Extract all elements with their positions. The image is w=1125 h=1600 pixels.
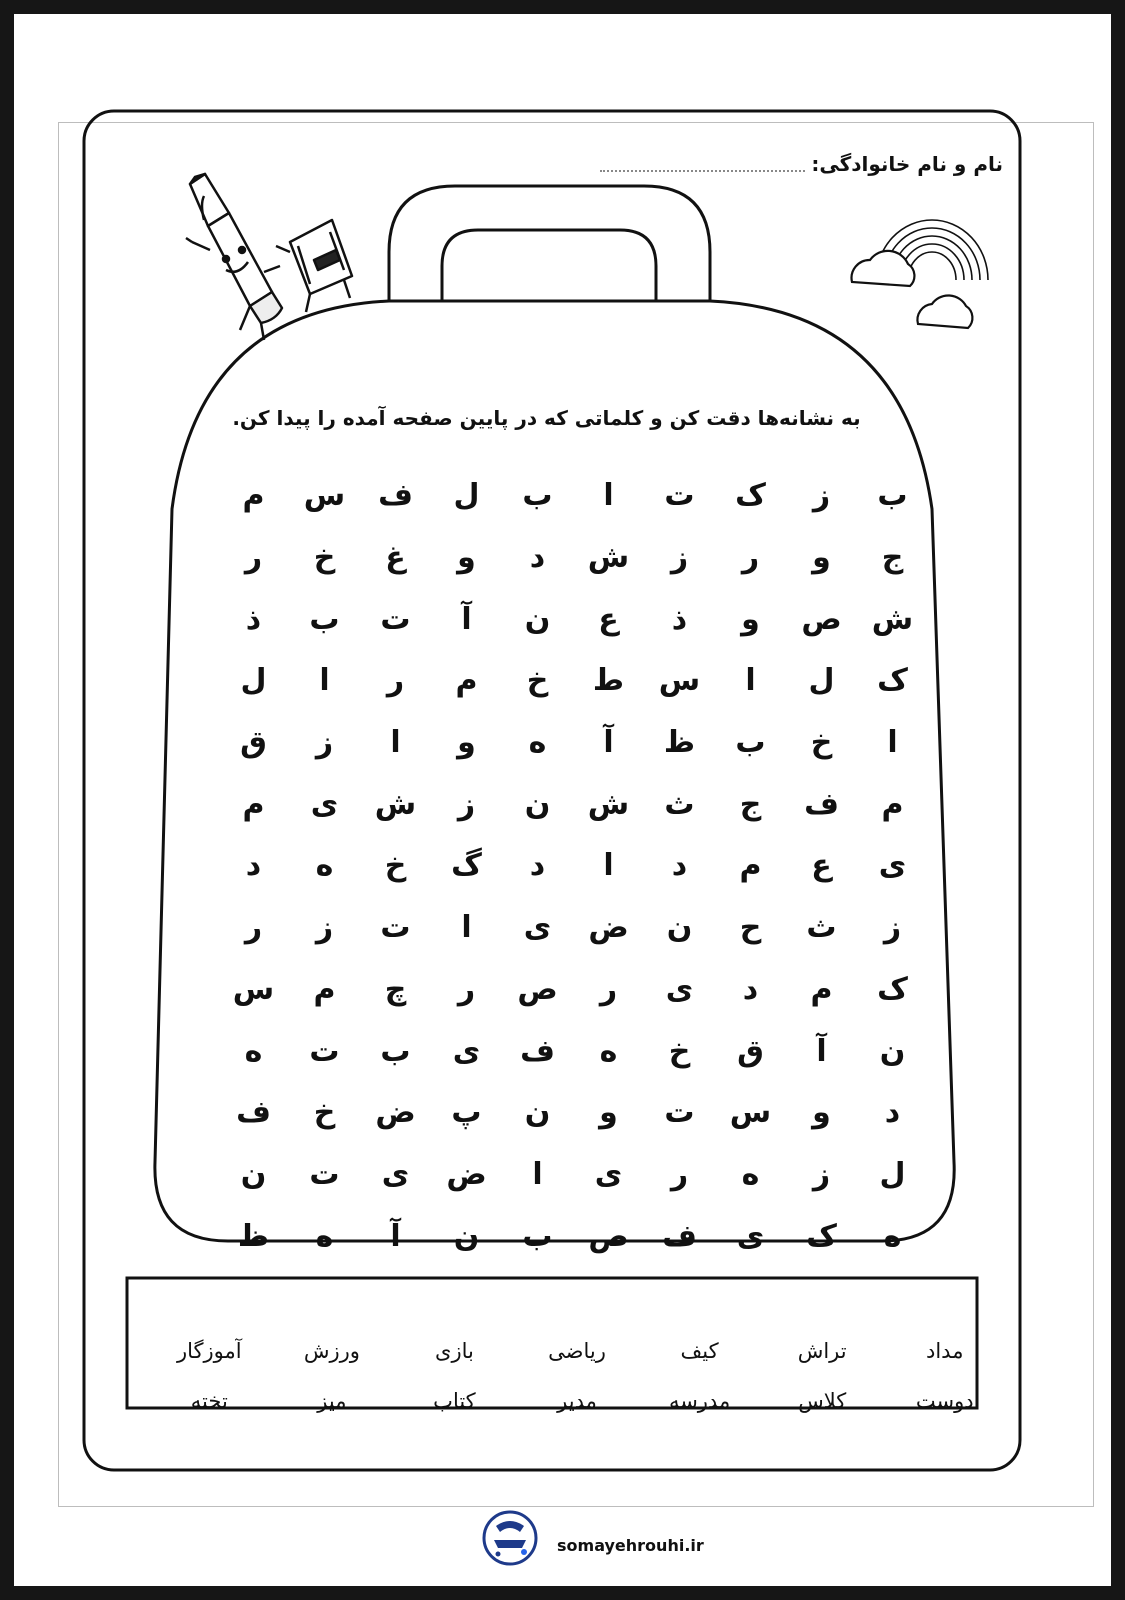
grid-cell[interactable]: ر — [599, 971, 618, 1007]
grid-cell[interactable]: د — [671, 848, 688, 884]
sharpener-character-icon — [276, 220, 352, 312]
grid-cell[interactable]: ص — [801, 601, 842, 637]
grid-cell[interactable]: ب — [735, 725, 766, 761]
grid-cell[interactable]: ق — [240, 725, 267, 761]
grid-cell[interactable]: ف — [662, 1218, 697, 1254]
grid-cell[interactable]: ک — [877, 663, 908, 699]
grid-cell[interactable]: ه — [741, 1156, 760, 1192]
grid-cell[interactable]: د — [884, 1095, 901, 1131]
grid-cell[interactable]: ل — [453, 478, 480, 514]
grid-cell[interactable]: ت — [380, 910, 411, 946]
grid-cell[interactable]: ن — [666, 910, 693, 946]
pencil-character-icon — [186, 174, 282, 340]
grid-cell[interactable]: ا — [745, 663, 756, 699]
grid-cell[interactable]: ف — [378, 478, 413, 514]
grid-cell[interactable]: ن — [240, 1156, 267, 1192]
grid-cell[interactable]: ی — [594, 1156, 623, 1192]
word-bank-item: میز — [317, 1389, 347, 1413]
word-bank-item: کیف — [680, 1339, 719, 1363]
grid-cell[interactable]: ع — [598, 601, 619, 637]
grid-cell[interactable]: ک — [806, 1218, 837, 1254]
word-bank-item: آموزگار — [176, 1339, 242, 1363]
word-bank-item: ریاضی — [548, 1339, 606, 1363]
grid-cell[interactable]: م — [810, 971, 833, 1007]
grid-cell[interactable]: آ — [816, 1033, 827, 1069]
grid-cell[interactable]: ز — [315, 910, 334, 946]
grid-cell[interactable]: ل — [240, 663, 267, 699]
grid-cell[interactable]: ه — [244, 1033, 263, 1069]
grid-cell[interactable]: ی — [736, 1218, 765, 1254]
word-bank-item: تراش — [797, 1339, 847, 1363]
grid-cell[interactable]: ظ — [663, 725, 696, 761]
grid-cell[interactable]: ر — [244, 910, 263, 946]
grid-cell[interactable]: و — [812, 540, 831, 576]
name-dotted-line — [600, 160, 805, 172]
grid-cell[interactable]: ی — [310, 786, 339, 822]
grid-cell[interactable]: ی — [452, 1033, 481, 1069]
grid-cell[interactable]: د — [742, 971, 759, 1007]
grid-cell[interactable]: د — [245, 848, 262, 884]
grid-cell[interactable]: و — [741, 601, 760, 637]
word-bank-item: دوست — [915, 1389, 974, 1413]
grid-cell[interactable]: خ — [526, 663, 549, 699]
grid-cell[interactable]: ا — [461, 910, 472, 946]
grid-cell[interactable]: ا — [532, 1156, 543, 1192]
grid-cell[interactable]: ط — [592, 663, 625, 699]
word-search-grid — [218, 465, 928, 1267]
grid-cell[interactable]: ع — [811, 848, 832, 884]
grid-cell[interactable]: ه — [315, 848, 334, 884]
grid-cell[interactable]: غ — [385, 540, 406, 576]
grid-cell[interactable]: ز — [315, 725, 334, 761]
grid-cell[interactable]: ک — [877, 971, 908, 1007]
word-bank-item: کلاس — [798, 1389, 847, 1413]
grid-cell[interactable]: ظ — [237, 1218, 270, 1254]
grid-cell[interactable]: گ — [451, 848, 482, 884]
grid-cell[interactable]: خ — [313, 1095, 336, 1131]
grid-cell[interactable]: ج — [881, 540, 904, 576]
grid-cell[interactable]: ض — [446, 1156, 487, 1192]
grid-cell[interactable]: م — [313, 971, 336, 1007]
grid-cell[interactable]: ا — [887, 725, 898, 761]
grid-cell[interactable]: ذ — [245, 601, 262, 637]
grid-cell[interactable]: ه — [528, 725, 547, 761]
grid-cell[interactable]: ی — [523, 910, 552, 946]
grid-cell[interactable]: د — [529, 540, 546, 576]
word-bank-item: مداد — [925, 1339, 964, 1363]
grid-cell[interactable]: س — [658, 663, 701, 699]
grid-cell[interactable]: ز — [883, 910, 902, 946]
rainbow-icon — [852, 220, 988, 328]
student-name-field[interactable] — [600, 152, 1003, 176]
grid-cell[interactable]: آ — [461, 601, 472, 637]
worksheet-page — [14, 14, 1111, 1586]
backpack-handle — [389, 186, 710, 304]
grid-cell[interactable]: ا — [390, 725, 401, 761]
grid-cell[interactable]: ن — [524, 786, 551, 822]
grid-cell[interactable]: ش — [587, 786, 630, 822]
grid-cell[interactable]: و — [599, 1095, 618, 1131]
grid-cell[interactable]: خ — [810, 725, 833, 761]
grid-cell[interactable]: ف — [804, 786, 839, 822]
word-bank-item: بازی — [435, 1339, 474, 1363]
grid-cell[interactable]: و — [457, 540, 476, 576]
grid-cell[interactable]: ت — [380, 601, 411, 637]
grid-cell[interactable]: س — [303, 478, 346, 514]
grid-cell[interactable]: ک — [735, 478, 766, 514]
grid-cell[interactable]: ص — [517, 971, 558, 1007]
grid-cell[interactable]: د — [529, 848, 546, 884]
grid-cell[interactable]: ز — [812, 478, 831, 514]
grid-cell[interactable]: ذ — [671, 601, 688, 637]
grid-cell[interactable]: ب — [522, 478, 553, 514]
footer-site-link[interactable]: somayehrouhi.ir — [557, 1536, 704, 1555]
grid-cell[interactable]: ا — [603, 478, 614, 514]
grid-cell[interactable]: ر — [670, 1156, 689, 1192]
grid-cell[interactable]: ی — [381, 1156, 410, 1192]
grid-cell[interactable]: ر — [244, 540, 263, 576]
grid-cell[interactable]: آ — [603, 725, 614, 761]
grid-cell[interactable]: چ — [384, 971, 407, 1007]
word-bank-item: مدیر — [557, 1389, 597, 1413]
grid-cell[interactable]: م — [739, 848, 762, 884]
grid-cell[interactable]: و — [812, 1095, 831, 1131]
grid-cell[interactable]: ه — [599, 1033, 618, 1069]
grid-cell[interactable]: ه — [315, 1218, 334, 1254]
grid-cell[interactable]: ا — [603, 848, 614, 884]
word-bank — [148, 1326, 1006, 1444]
grid-cell[interactable]: ص — [588, 1218, 629, 1254]
grid-cell[interactable]: ز — [457, 786, 476, 822]
grid-cell[interactable]: خ — [668, 1033, 691, 1069]
footer — [493, 1536, 704, 1555]
grid-cell[interactable]: ت — [664, 478, 695, 514]
grid-cell[interactable]: ر — [457, 971, 476, 1007]
grid-cell[interactable]: ث — [806, 910, 837, 946]
word-bank-item: کتاب — [433, 1389, 476, 1413]
grid-cell[interactable]: ح — [739, 910, 762, 946]
grid-cell[interactable]: ب — [309, 601, 340, 637]
grid-cell[interactable]: ش — [374, 786, 417, 822]
grid-cell[interactable]: ن — [524, 601, 551, 637]
grid-cell[interactable]: ش — [871, 601, 914, 637]
grid-cell[interactable]: ض — [375, 1095, 416, 1131]
grid-cell[interactable]: ی — [665, 971, 694, 1007]
grid-cell[interactable]: ر — [741, 540, 760, 576]
instruction-text: به نشانه‌ها دقت کن و کلماتی که در پایین صفحه آمده را پیدا کن. — [232, 406, 861, 430]
grid-cell[interactable]: ض — [588, 910, 629, 946]
grid-cell[interactable]: خ — [313, 540, 336, 576]
grid-cell[interactable]: ت — [309, 1156, 340, 1192]
word-bank-item: مدرسه — [668, 1389, 731, 1413]
grid-cell[interactable]: م — [881, 786, 904, 822]
grid-cell[interactable]: ت — [309, 1033, 340, 1069]
grid-cell[interactable]: ش — [587, 540, 630, 576]
grid-cell[interactable]: ل — [879, 1156, 906, 1192]
grid-cell[interactable]: ز — [670, 540, 689, 576]
grid-cell[interactable]: م — [242, 786, 265, 822]
grid-cell[interactable]: س — [232, 971, 275, 1007]
grid-cell[interactable]: م — [455, 663, 478, 699]
grid-cell[interactable]: ا — [319, 663, 330, 699]
grid-cell[interactable]: و — [457, 725, 476, 761]
name-label: نام و نام خانوادگی: — [811, 152, 1003, 176]
grid-cell[interactable]: ف — [236, 1095, 271, 1131]
grid-cell[interactable]: ب — [522, 1218, 553, 1254]
word-bank-item: تخته — [190, 1389, 228, 1413]
grid-cell[interactable]: ب — [380, 1033, 411, 1069]
grid-cell[interactable]: ن — [879, 1033, 906, 1069]
grid-cell[interactable]: ر — [386, 663, 405, 699]
word-bank-item: ورزش — [303, 1339, 360, 1363]
grid-cell[interactable]: ف — [520, 1033, 555, 1069]
grid-cell[interactable]: پ — [451, 1095, 482, 1131]
grid-cell[interactable]: ه — [883, 1218, 902, 1254]
grid-cell[interactable]: ج — [739, 786, 762, 822]
grid-cell[interactable]: ت — [664, 1095, 695, 1131]
grid-cell[interactable]: آ — [390, 1218, 401, 1254]
grid-cell[interactable]: ل — [808, 663, 835, 699]
grid-cell[interactable]: ز — [812, 1156, 831, 1192]
grid-cell[interactable]: ی — [878, 848, 907, 884]
grid-cell[interactable]: ن — [453, 1218, 480, 1254]
grid-cell[interactable]: ق — [737, 1033, 764, 1069]
grid-cell[interactable]: خ — [384, 848, 407, 884]
grid-cell[interactable]: س — [729, 1095, 772, 1131]
grid-cell[interactable]: ث — [664, 786, 695, 822]
grid-cell[interactable]: م — [242, 478, 265, 514]
grid-cell[interactable]: ب — [877, 478, 908, 514]
grid-cell[interactable]: ن — [524, 1095, 551, 1131]
